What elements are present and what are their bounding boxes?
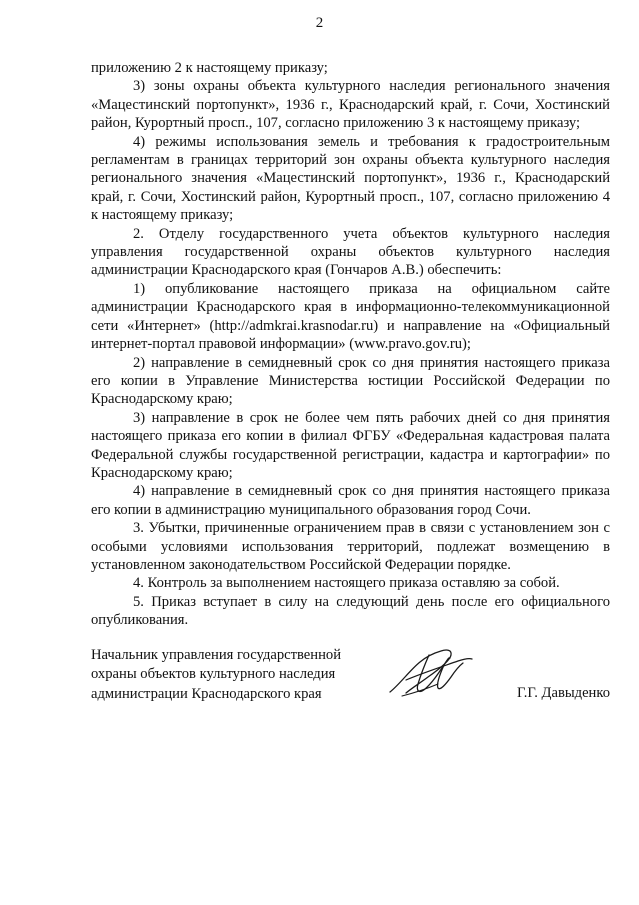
paragraph-section-2-department-duties: 2. Отделу государственного учета объектов культурного наследия управления государственной охраны объектов культурного наследия администрации Краснодарского края (Гончаров А.В.) обеспечить:	[91, 225, 610, 279]
order-body-text	[91, 59, 610, 630]
page-number: 2	[315, 15, 324, 31]
paragraph-item-3-protection-zones: 3) зоны охраны объекта культурного наследия регионального значения «Мацестинский портопункт», 1936 г., Краснодарский край, г. Сочи, Хостинский район, Курортный просп., 107, согласно приложению 3 к настоящему приказу;	[91, 78, 610, 132]
signature-block	[91, 646, 610, 716]
signatory-name: Г.Г. Давыденко	[516, 685, 610, 701]
paragraph-section-4-control: 4. Контроль за выполнением настоящего приказа оставляю за собой.	[133, 575, 560, 592]
paragraph-duty-1-publication: 1) опубликование настоящего приказа на официальном сайте администрации Краснодарского края в информационно-телекоммуникационной сети «Интернет» (http://admkrai.krasnodar.ru) и направление на «Официальный интернет-портал правовой информации» (www.pravo.gov.ru);	[91, 280, 610, 353]
paragraph-duty-4-sochi-administration: 4) направление в семидневный срок со дня принятия настоящего приказа его копии в администрацию муниципального образования город Сочи.	[91, 483, 610, 518]
signatory-position-line: Начальник управления государственной	[91, 647, 342, 663]
paragraph-item-4-land-use-regimes: 4) режимы использования земель и требования к градостроительным регламентам в границах территорий зон охраны объекта культурного наследия регионального значения «Мацестинский портопункт», 1936 г., Краснодарский край, г. Сочи, Хостинский район, Курортный просп., 107, согласно приложению 4 к настоящему приказу;	[91, 133, 610, 224]
signatory-position	[91, 646, 371, 704]
paragraph-section-3-losses: 3. Убытки, причиненные ограничением прав в связи с установлением зон с особыми условиями использования территорий, подлежат возмещению в установленном законодательством Российской Федерации порядке.	[91, 520, 610, 573]
paragraph-section-5-entry-into-force: 5. Приказ вступает в силу на следующий день после его официального опубликования.	[91, 593, 610, 629]
paragraph-duty-2-ministry-of-justice: 2) направление в семидневный срок со дня принятия настоящего приказа его копии в Управление Министерства юстиции Российской Федерации по Краснодарскому краю;	[91, 354, 610, 408]
paragraph-duty-3-cadastral-chamber: 3) направление в срок не более чем пять рабочих дней со дня принятия настоящего приказа его копии в филиал ФГБУ «Федеральная кадастровая палата Федеральной службы государственной регистрации, кадастра и картографии» по Краснодарскому краю;	[91, 409, 610, 481]
handwritten-signature	[380, 636, 480, 706]
signatory-position-line: охраны объектов культурного наследия	[91, 666, 336, 683]
paragraph-appendix-2-continuation: приложению 2 к настоящему приказу;	[91, 60, 328, 76]
signatory-position-line: администрации Краснодарского края	[91, 685, 322, 702]
